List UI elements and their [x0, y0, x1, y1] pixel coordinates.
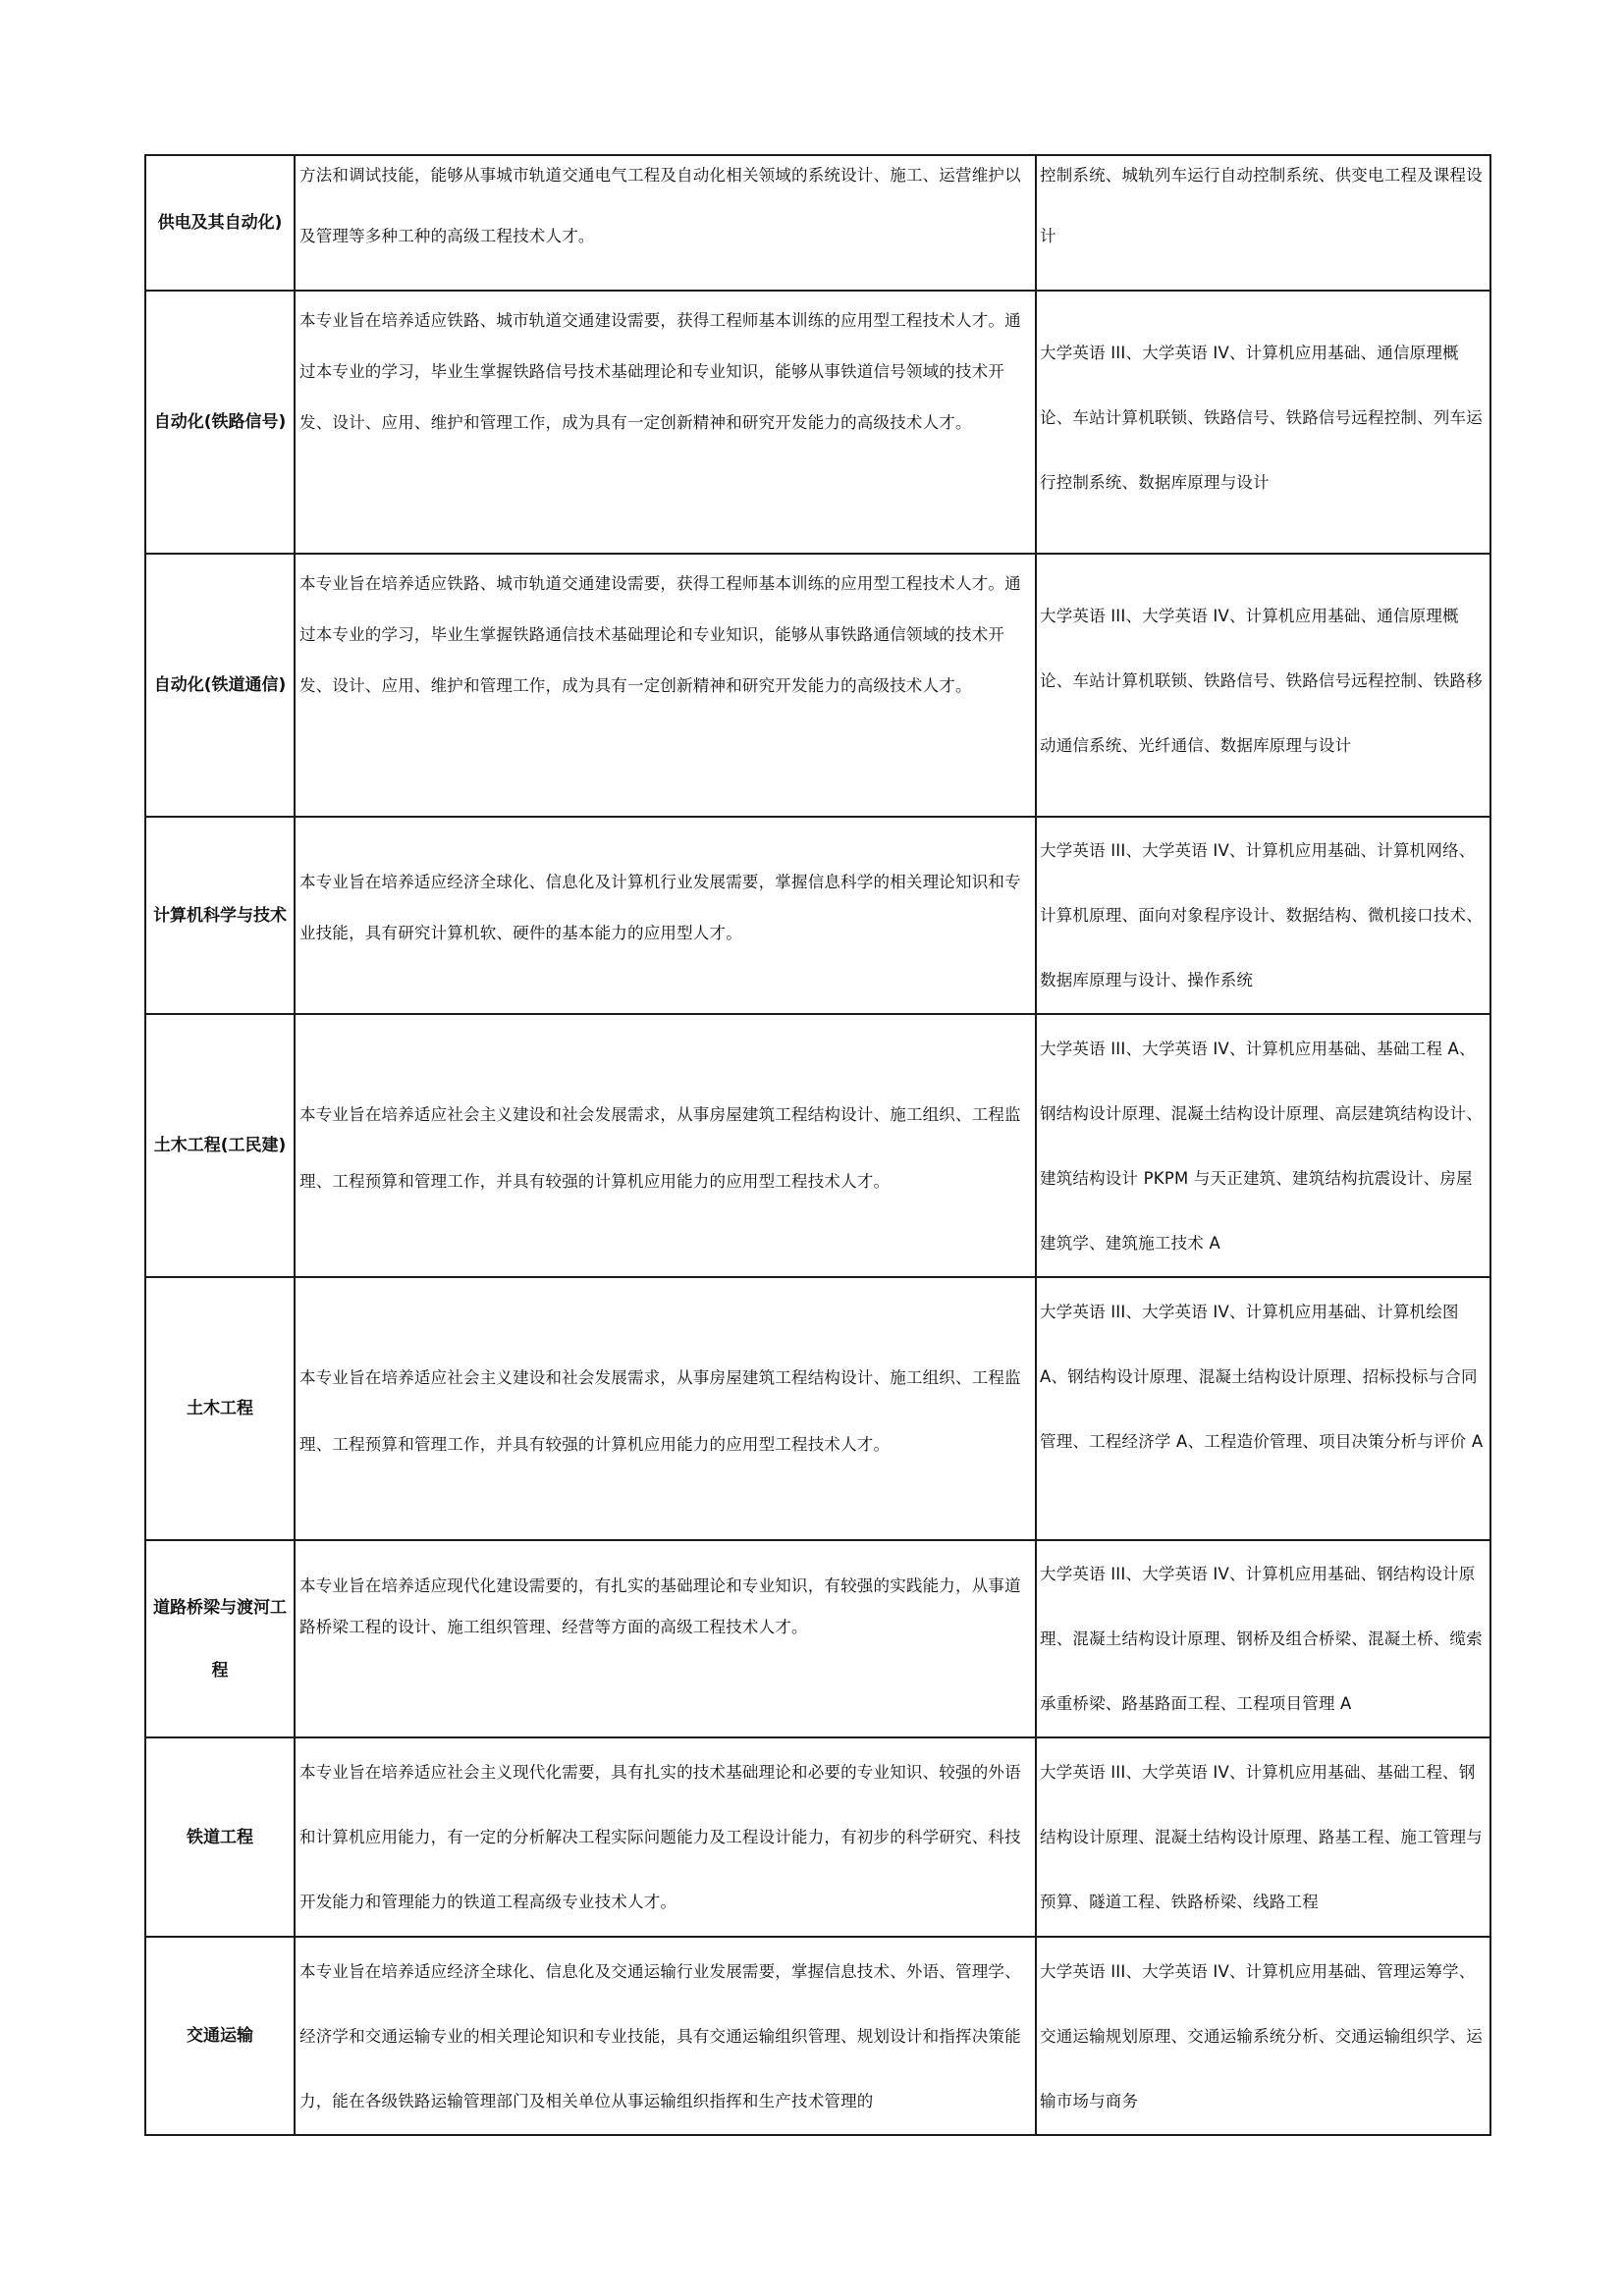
majors-table — [144, 154, 1491, 2136]
major-name: 供电及其自动化) — [157, 213, 283, 233]
table-row — [145, 1737, 1490, 1937]
courses-cell — [1036, 1277, 1490, 1540]
major-name-cell — [145, 1014, 295, 1277]
courses-text: 大学英语 III、大学英语 IV、计算机应用基础、基础工程 A、钢结构设计原理、混凝土结构设计原理、高层建筑结构设计、建筑结构设计 PKPM 与天正建筑、建筑结构抗震设计、房屋建筑学、建筑施工技术 A — [1040, 1040, 1483, 1253]
description-text: 本专业旨在培养适应社会主义现代化需要，具有扎实的技术基础理论和必要的专业知识、较强的外语和计算机应用能力，有一定的分析解决工程实际问题能力及工程设计能力，有初步的科学研究、科技开发能力和管理能力的铁道工程高级专业技术人才。 — [299, 1763, 1021, 1911]
courses-cell — [1036, 1540, 1490, 1737]
major-name: 计算机科学与技术 — [153, 905, 287, 926]
courses-text: 大学英语 III、大学英语 IV、计算机应用基础、通信原理概论、车站计算机联锁、铁路信号、铁路信号远程控制、列车运行控制系统、数据库原理与设计 — [1040, 344, 1483, 492]
table-row — [145, 1937, 1490, 2135]
major-name-cell — [145, 1937, 295, 2135]
description-cell — [295, 817, 1036, 1014]
major-name: 交通运输 — [187, 2026, 253, 2046]
description-text: 本专业旨在培养适应现代化建设需要的，有扎实的基础理论和专业知识，有较强的实践能力，从事道路桥梁工程的设计、施工组织管理、经营等方面的高级工程技术人才。 — [299, 1576, 1021, 1636]
description-cell — [295, 155, 1036, 291]
table-row — [145, 1014, 1490, 1277]
description-text: 本专业旨在培养适应社会主义建设和社会发展需求，从事房屋建筑工程结构设计、施工组织、工程监理、工程预算和管理工作，并具有较强的计算机应用能力的应用型工程技术人才。 — [299, 1105, 1021, 1191]
courses-cell — [1036, 1014, 1490, 1277]
courses-cell — [1036, 291, 1490, 554]
table-row — [145, 155, 1490, 291]
major-name: 土木工程(工民建) — [153, 1136, 287, 1155]
description-cell — [295, 291, 1036, 554]
table-row — [145, 291, 1490, 554]
description-cell — [295, 1277, 1036, 1540]
description-cell — [295, 1540, 1036, 1737]
description-text: 本专业旨在培养适应铁路、城市轨道交通建设需要，获得工程师基本训练的应用型工程技术人才。通过本专业的学习，毕业生掌握铁路通信技术基础理论和专业知识，能够从事铁路通信领域的技术开发、设计、应用、维护和管理工作，成为具有一定创新精神和研究开发能力的高级技术人才。 — [299, 574, 1021, 695]
major-name: 道路桥梁与渡河工程 — [153, 1597, 287, 1681]
description-cell — [295, 554, 1036, 817]
description-cell — [295, 1737, 1036, 1937]
major-name-cell — [145, 1540, 295, 1737]
major-name-cell — [145, 155, 295, 291]
description-text: 本专业旨在培养适应经济全球化、信息化及计算机行业发展需要，掌握信息科学的相关理论知识和专业技能，具有研究计算机软、硬件的基本能力的应用型人才。 — [299, 873, 1021, 942]
description-text: 方法和调试技能，能够从事城市轨道交通电气工程及自动化相关领域的系统设计、施工、运营维护以及管理等多种工种的高级工程技术人才。 — [299, 166, 1021, 245]
courses-cell — [1036, 155, 1490, 291]
major-name-cell — [145, 554, 295, 817]
courses-text: 大学英语 III、大学英语 IV、计算机应用基础、钢结构设计原理、混凝土结构设计原理、钢桥及组合桥梁、混凝土桥、缆索承重桥梁、路基路面工程、工程项目管理 A — [1040, 1565, 1483, 1713]
courses-text: 大学英语 III、大学英语 IV、计算机应用基础、管理运筹学、交通运输规划原理、交通运输系统分析、交通运输组织学、运输市场与商务 — [1040, 1962, 1483, 2110]
table-row — [145, 554, 1490, 817]
courses-cell — [1036, 1937, 1490, 2135]
major-name: 铁道工程 — [187, 1827, 253, 1847]
table-row — [145, 817, 1490, 1014]
description-text: 本专业旨在培养适应社会主义建设和社会发展需求，从事房屋建筑工程结构设计、施工组织、工程监理、工程预算和管理工作，并具有较强的计算机应用能力的应用型工程技术人才。 — [299, 1368, 1021, 1454]
description-cell — [295, 1014, 1036, 1277]
courses-text: 大学英语 III、大学英语 IV、计算机应用基础、计算机网络、计算机原理、面向对象程序设计、数据结构、微机接口技术、数据库原理与设计、操作系统 — [1040, 841, 1483, 989]
courses-text: 大学英语 III、大学英语 IV、计算机应用基础、基础工程、钢结构设计原理、混凝土结构设计原理、路基工程、施工管理与预算、隧道工程、铁路桥梁、线路工程 — [1040, 1763, 1483, 1911]
major-name-cell — [145, 1737, 295, 1937]
major-name: 土木工程 — [187, 1399, 253, 1418]
courses-text: 大学英语 III、大学英语 IV、计算机应用基础、通信原理概论、车站计算机联锁、铁路信号、铁路信号远程控制、铁路移动通信系统、光纤通信、数据库原理与设计 — [1040, 607, 1483, 755]
table-row — [145, 1277, 1490, 1540]
major-name-cell — [145, 291, 295, 554]
courses-text: 大学英语 III、大学英语 IV、计算机应用基础、计算机绘图 A、钢结构设计原理、混凝土结构设计原理、招标投标与合同管理、工程经济学 A、工程造价管理、项目决策分析与评价 A — [1040, 1303, 1484, 1451]
courses-cell — [1036, 1737, 1490, 1937]
courses-cell — [1036, 817, 1490, 1014]
major-name-cell — [145, 817, 295, 1014]
major-name-cell — [145, 1277, 295, 1540]
courses-cell — [1036, 554, 1490, 817]
table-row — [145, 1540, 1490, 1737]
description-cell — [295, 1937, 1036, 2135]
major-name: 自动化(铁路信号) — [153, 412, 287, 432]
description-text: 本专业旨在培养适应铁路、城市轨道交通建设需要，获得工程师基本训练的应用型工程技术人才。通过本专业的学习，毕业生掌握铁路信号技术基础理论和专业知识，能够从事铁道信号领域的技术开发、设计、应用、维护和管理工作，成为具有一定创新精神和研究开发能力的高级技术人才。 — [299, 311, 1021, 432]
courses-text: 控制系统、城轨列车运行自动控制系统、供变电工程及课程设计 — [1040, 166, 1483, 245]
description-text: 本专业旨在培养适应经济全球化、信息化及交通运输行业发展需要，掌握信息技术、外语、管理学、经济学和交通运输专业的相关理论知识和专业技能，具有交通运输组织管理、规划设计和指挥决策能力，能在各级铁路运输管理部门及相关单位从事运输组织指挥和生产技术管理的 — [299, 1962, 1021, 2110]
major-name: 自动化(铁道通信) — [153, 675, 287, 695]
